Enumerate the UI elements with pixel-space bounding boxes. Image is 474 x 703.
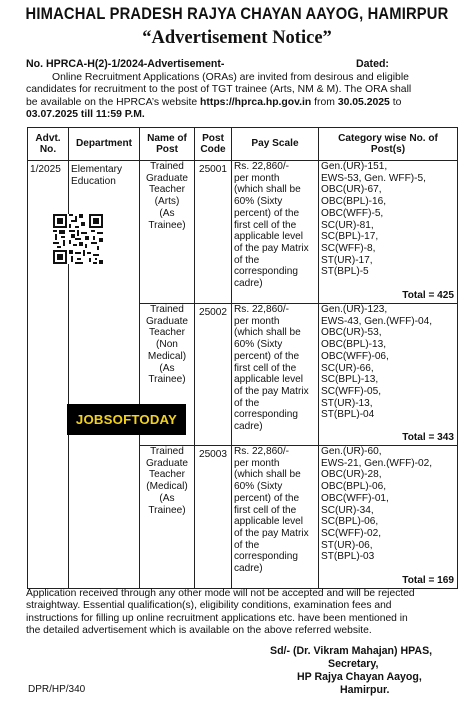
category-line: SC(WFF)-05,	[321, 385, 381, 397]
advt-number: 1/2025	[30, 164, 61, 175]
header-text-line: Name of	[147, 132, 187, 144]
post-name-line: Trained	[150, 161, 184, 172]
post-name-line: (As	[159, 362, 175, 374]
post-code: 25002	[198, 307, 228, 318]
pay-scale-line: of the	[234, 397, 260, 409]
pay-scale-line: first cell of the	[234, 219, 297, 231]
category-line: SC(BPL)-06,	[321, 516, 379, 528]
signatory-name: Sd/- (Dr. Vikram Mahajan) HPAS,	[270, 645, 433, 657]
organization-title: HIMACHAL PRADESH RAJYA CHAYAN AAYOG, HAMIRPUR	[25, 5, 449, 23]
pay-scale-line: percent) of the	[234, 207, 300, 219]
department-line: Elementary	[71, 164, 123, 175]
intro-line-3-mid: from	[311, 96, 338, 108]
post-name-line: (As	[159, 207, 175, 219]
dispatch-number: DPR/HP/340	[28, 684, 86, 695]
post-name-line: Trainee)	[148, 219, 186, 231]
category-line: ST(BPL)-03	[321, 551, 375, 563]
pay-scale-line: corresponding	[234, 409, 298, 421]
category-total: Total = 169	[402, 575, 454, 587]
post-code: 25003	[198, 449, 228, 460]
department-line: Education	[71, 175, 116, 187]
footer-line-2: straightway. Essential qualification(s), eligibility conditions, examination fees and	[26, 600, 392, 612]
header-pay-scale	[232, 128, 319, 161]
post-name-line: Teacher	[149, 469, 185, 481]
pay-scale-line: applicable level	[234, 374, 304, 386]
header-text-line: Post	[202, 132, 224, 144]
post-name-line: Teacher	[149, 327, 185, 339]
category-line: SC(UR)-34,	[321, 504, 374, 516]
pay-scale-line: cadre)	[234, 421, 263, 433]
pay-scale-line: percent) of the	[234, 350, 300, 362]
category-line: OBC(UR)-53,	[321, 327, 382, 339]
reference-number: No. HPRCA-H(2)-1/2024-Advertisement-	[26, 58, 225, 70]
category-line: SC(UR)-66,	[321, 362, 374, 374]
intro-paragraph	[26, 72, 458, 121]
post-code-cell	[195, 446, 232, 589]
website-link[interactable]: https://hprca.hp.gov.in	[200, 96, 312, 108]
category-total: Total = 425	[402, 290, 454, 302]
post-name-line: (Arts)	[154, 196, 180, 208]
post-name-line: Graduate	[145, 315, 189, 327]
pay-scale-line: per month	[234, 315, 280, 327]
post-name-cell	[140, 446, 195, 589]
watermark-text: JOBSOFTODAY	[75, 412, 178, 427]
category-line: Gen.(UR)-60,	[321, 446, 382, 457]
pay-scale-line: percent) of the	[234, 492, 300, 504]
category-line: ST(UR)-06,	[321, 539, 373, 551]
header-text-line: Category wise No. of	[338, 132, 438, 144]
header-text-line: Code	[200, 144, 226, 155]
pay-scale-line: Rs. 22,860/-	[234, 446, 289, 457]
dated-label: Dated:	[356, 58, 389, 70]
header-text-line: Post(s)	[370, 144, 406, 155]
pay-scale-line: of the pay Matrix	[234, 385, 309, 397]
category-line: ST(UR)-13,	[321, 397, 373, 409]
intro-line-1: Online Recruitment Applications (ORAs) are invited from desirous and eligible	[52, 72, 409, 83]
post-code: 25001	[198, 164, 228, 175]
signatory-place: Hamirpur.	[340, 684, 390, 696]
signatory-designation: Secretary,	[328, 658, 379, 670]
post-name-line: (As	[159, 492, 175, 504]
category-total: Total = 343	[402, 432, 454, 444]
pay-scale-line: 60% (Sixty	[234, 481, 283, 493]
watermark-banner	[67, 404, 186, 435]
pay-scale-line: first cell of the	[234, 362, 297, 374]
footer-paragraph	[26, 588, 458, 637]
table-header-row	[28, 128, 458, 161]
category-cell	[319, 161, 458, 304]
pay-scale-line: cadre)	[234, 563, 263, 575]
header-text-line: No.	[39, 144, 57, 155]
footer-line-3: instructions for filling up online recruitment applications etc. have been mentioned in	[26, 612, 408, 624]
category-line: SC(WFF)-02,	[321, 527, 381, 539]
category-line: OBC(WFF)-06,	[321, 350, 389, 362]
category-line: ST(BPL)-04	[321, 409, 375, 421]
category-line: SC(BPL)-13,	[321, 374, 379, 386]
notice-title: “Advertisement Notice”	[142, 28, 332, 48]
pay-scale-line: corresponding	[234, 266, 298, 278]
header-advt-no	[28, 128, 69, 161]
pay-scale-line: Rs. 22,860/-	[234, 304, 289, 315]
reference-line	[26, 58, 456, 70]
category-line: OBC(WFF)-5,	[321, 207, 384, 219]
header-post-code	[195, 128, 232, 161]
category-line: OBC(WFF)-01,	[321, 492, 389, 504]
post-name-line: Graduate	[145, 172, 189, 184]
category-line: EWS-53, Gen. WFF)-5,	[321, 172, 426, 184]
pay-scale-line: 60% (Sixty	[234, 339, 283, 351]
category-line: SC(BPL)-17,	[321, 231, 379, 243]
signatory-office: HP Rajya Chayan Aayog,	[297, 671, 422, 683]
pay-scale-cell	[232, 161, 319, 304]
post-name-line: Teacher	[149, 184, 185, 196]
category-cell	[319, 304, 458, 446]
intro-line-2: candidates for recruitment to the post of TGT trainee (Arts, NM & M). The ORA shall	[26, 84, 412, 96]
header-category	[319, 128, 458, 161]
category-line: OBC(UR)-67,	[321, 184, 382, 196]
pay-scale-line: per month	[234, 457, 280, 469]
category-line: Gen.(UR)-151,	[321, 161, 388, 172]
category-line: EWS-21, Gen.(WFF)-02,	[321, 457, 433, 469]
pay-scale-line: of the pay Matrix	[234, 527, 309, 539]
category-line: EWS-43, Gen.(WFF)-04,	[321, 315, 433, 327]
pay-scale-line: per month	[234, 172, 280, 184]
category-line: OBC(UR)-28,	[321, 469, 382, 481]
post-name-line: (Medical)	[146, 481, 188, 493]
post-name-line: Trainee)	[148, 374, 186, 386]
header-text-line: Post	[156, 144, 178, 155]
pay-scale-line: of the	[234, 539, 260, 551]
footer-line-4: the detailed advertisement which is available on the above referred website.	[26, 624, 372, 636]
intro-line-3-post: to	[389, 96, 402, 108]
intro-line-3-pre: be available on the HPRCA’s website	[26, 96, 201, 108]
post-name-line: Trained	[150, 446, 184, 457]
pay-scale-line: 60% (Sixty	[234, 196, 283, 208]
category-line: OBC(BPL)-06,	[321, 481, 387, 493]
pay-scale-line: corresponding	[234, 551, 298, 563]
footer-line-1: Application received through any other mode will not be accepted and will be rejected	[26, 588, 415, 599]
category-line: ST(UR)-17,	[321, 254, 373, 266]
pay-scale-line: of the pay Matrix	[234, 242, 309, 254]
header-text-line: Department	[75, 138, 133, 150]
header-post-name	[140, 128, 195, 161]
start-date: 30.05.2025	[337, 96, 390, 108]
category-line: OBC(BPL)-13,	[321, 339, 387, 351]
header-text-line: Advt.	[35, 132, 61, 144]
post-name-cell	[140, 161, 195, 304]
pay-scale-line: applicable level	[234, 516, 304, 528]
post-name-line: (Non	[156, 339, 178, 351]
intro-line-3	[26, 97, 458, 109]
pay-scale-cell	[232, 446, 319, 589]
category-cell	[319, 446, 458, 589]
pay-scale-line: applicable level	[234, 231, 304, 243]
pay-scale-line: (which shall be	[234, 469, 301, 481]
post-name-line: Medical)	[147, 350, 187, 362]
category-line: Gen.(UR)-123,	[321, 304, 388, 315]
pay-scale-line: first cell of the	[234, 504, 297, 516]
post-name-line: Trained	[150, 304, 184, 315]
post-name-line: Trainee)	[148, 504, 186, 516]
category-line: ST(BPL)-5	[321, 266, 369, 278]
pay-scale-line: (which shall be	[234, 184, 301, 196]
pay-scale-line: Rs. 22,860/-	[234, 161, 289, 172]
qr-code-icon[interactable]	[53, 214, 103, 264]
category-line: OBC(BPL)-16,	[321, 196, 387, 208]
pay-scale-cell	[232, 304, 319, 446]
end-date-time: 03.07.2025 till 11:59 P.M.	[26, 108, 145, 120]
post-name-line: Graduate	[145, 457, 189, 469]
pay-scale-line: of the	[234, 254, 260, 266]
header-department	[69, 128, 140, 161]
category-line: SC(UR)-81,	[321, 219, 374, 231]
header-text-line: Pay Scale	[251, 138, 299, 150]
category-line: SC(WFF)-8,	[321, 242, 376, 254]
vacancy-table	[27, 127, 458, 589]
post-code-cell	[195, 161, 232, 304]
pay-scale-line: cadre)	[234, 278, 263, 290]
post-code-cell	[195, 304, 232, 446]
pay-scale-line: (which shall be	[234, 327, 301, 339]
